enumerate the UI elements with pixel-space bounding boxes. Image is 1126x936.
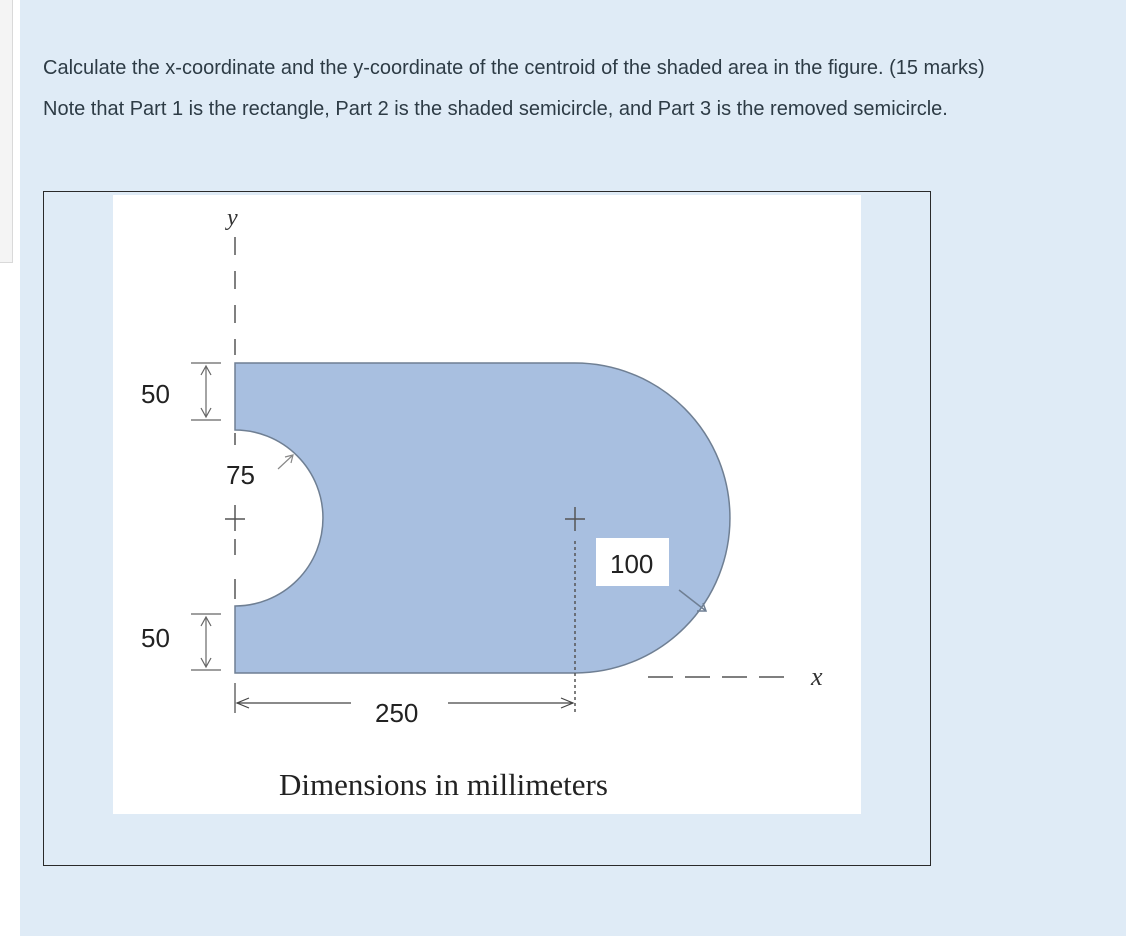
question-prompt: Calculate the x-coordinate and the y-coordinate of the centroid of the shaded area in the figure. (15 marks) [43, 57, 985, 79]
question-text [43, 53, 1083, 124]
question-note: Note that Part 1 is the rectangle, Part 2 is the shaded semicircle, and Part 3 is the removed semicircle. [43, 98, 948, 120]
side-tab [0, 0, 13, 263]
figure-drawing [113, 195, 861, 814]
dim-radius-removed-label: 75 [226, 460, 255, 490]
figure-caption: Dimensions in millimeters [279, 767, 608, 802]
removed-center-mark [225, 505, 245, 531]
shaded-area [235, 363, 730, 673]
dim-top-marks [191, 363, 221, 420]
dim-bottom-marks [191, 614, 221, 670]
centroid-figure [113, 195, 861, 814]
dim-top-label: 50 [141, 379, 170, 409]
y-axis-label: y [227, 205, 238, 231]
dim-length-label: 250 [375, 698, 419, 728]
x-axis-label: x [811, 662, 823, 691]
dim-radius-shaded-label: 100 [610, 549, 654, 579]
radius-removed-arrow [278, 455, 293, 469]
dim-bottom-label: 50 [141, 623, 170, 653]
